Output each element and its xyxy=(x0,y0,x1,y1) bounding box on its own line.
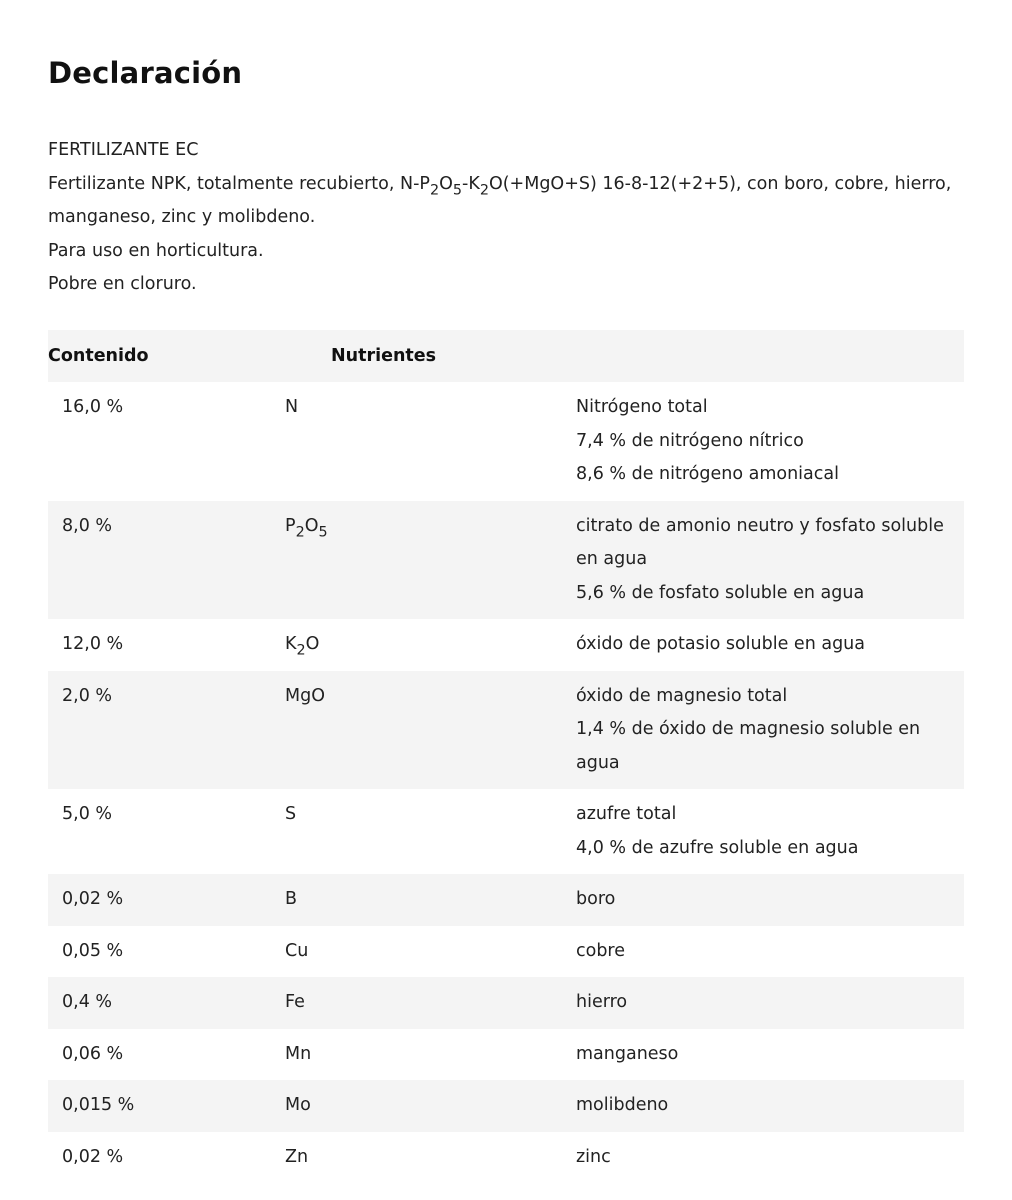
table-row xyxy=(48,671,964,790)
product-type: FERTILIZANTE EC xyxy=(48,140,199,160)
description-line: citrato de amonio neutro y fosfato soluble en agua xyxy=(576,515,944,569)
table-row xyxy=(48,1029,964,1081)
table-body xyxy=(48,382,964,1183)
column-header-nutrients: Nutrientes xyxy=(331,346,437,366)
nutrient-cell: Fe xyxy=(285,992,305,1012)
nutrient-cell: Zn xyxy=(285,1146,309,1167)
description-line: molibdeno xyxy=(576,1095,669,1115)
content-cell: 0,05 % xyxy=(62,940,124,961)
description-text: Fertilizante NPK, totalmente recubierto, N-P xyxy=(48,173,430,194)
content-cell: 16,0 % xyxy=(62,397,124,417)
content-cell: 0,015 % xyxy=(62,1095,135,1115)
description-line: manganeso xyxy=(576,1043,679,1064)
page-title: Declaración xyxy=(48,56,243,90)
description-line: óxido de magnesio total xyxy=(576,685,788,706)
description-line: 4,0 % de azufre soluble en agua xyxy=(576,837,859,858)
subscript: 2 xyxy=(479,181,489,198)
table-row xyxy=(48,926,964,978)
description-line: cobre xyxy=(576,940,626,961)
nutrient-cell: B xyxy=(285,889,298,909)
table-header-row xyxy=(48,330,964,382)
content-cell: 0,06 % xyxy=(62,1043,124,1064)
usage-note: Para uso en horticultura. xyxy=(48,240,264,261)
nutrient-cell: Mn xyxy=(285,1043,312,1064)
description-cell xyxy=(562,382,964,501)
nutrient-cell: S xyxy=(285,804,297,824)
description-line: boro xyxy=(576,889,616,909)
intro-text xyxy=(48,134,964,302)
nutrient-table xyxy=(48,330,964,1183)
description-cell xyxy=(562,1080,964,1132)
description-line: hierro xyxy=(576,992,628,1012)
description-cell xyxy=(562,926,964,978)
nutrient-cell: MgO xyxy=(285,685,325,706)
subscript: 2 xyxy=(429,181,440,198)
description-text: O xyxy=(439,173,453,194)
description-line: zinc xyxy=(576,1146,611,1167)
nutrient-cell: Mo xyxy=(285,1095,311,1115)
table-row xyxy=(48,874,964,926)
table-row xyxy=(48,1080,964,1132)
content-cell: 0,02 % xyxy=(62,1146,124,1167)
nutrient-cell: Cu xyxy=(285,940,309,961)
table-row xyxy=(48,382,964,501)
table-row xyxy=(48,619,964,671)
table-row xyxy=(48,789,964,874)
nutrient-symbol: O xyxy=(304,515,319,536)
description-cell xyxy=(562,501,964,620)
description-text: -K xyxy=(462,173,480,194)
description-line: óxido de potasio soluble en agua xyxy=(576,634,865,654)
nutrient-cell xyxy=(271,501,562,620)
table-row xyxy=(48,1132,964,1184)
description-line: Nitrógeno total xyxy=(576,397,708,417)
description-cell xyxy=(562,874,964,926)
content-cell: 0,02 % xyxy=(62,889,124,909)
table-row xyxy=(48,977,964,1029)
description-cell xyxy=(562,789,964,874)
table-row xyxy=(48,501,964,620)
chloride-note: Pobre en cloruro. xyxy=(48,274,197,294)
content-cell: 2,0 % xyxy=(62,685,113,706)
description-cell xyxy=(562,1132,964,1184)
nutrient-symbol: K xyxy=(285,634,297,654)
nutrient-subscript: 2 xyxy=(296,642,306,659)
product-description xyxy=(48,168,964,235)
content-cell: 0,4 % xyxy=(62,992,113,1012)
description-cell xyxy=(562,671,964,790)
nutrient-symbol: O xyxy=(305,634,320,654)
nutrient-subscript: 2 xyxy=(295,523,305,540)
nutrient-symbol: P xyxy=(285,515,296,536)
column-header-description xyxy=(562,330,964,382)
content-cell: 12,0 % xyxy=(62,634,124,654)
description-line: 5,6 % de fosfato soluble en agua xyxy=(576,582,865,603)
description-cell xyxy=(562,977,964,1029)
subscript: 5 xyxy=(452,181,463,198)
content-cell: 8,0 % xyxy=(62,515,113,536)
description-line: 1,4 % de óxido de magnesio soluble en agua xyxy=(576,719,921,773)
nutrient-cell: N xyxy=(285,397,299,417)
description-cell xyxy=(562,1029,964,1081)
content-cell: 5,0 % xyxy=(62,804,113,824)
description-text: O(+MgO+S) 16-8-12(+2+5), con boro, cobre, hierro, manganeso, zinc y molibdeno. xyxy=(48,173,952,227)
description-line: 7,4 % de nitrógeno nítrico xyxy=(576,430,804,451)
description-line: azufre total xyxy=(576,804,677,824)
description-cell xyxy=(562,619,964,671)
column-header-content: Contenido xyxy=(48,346,149,366)
nutrient-subscript: 5 xyxy=(318,523,328,540)
nutrient-cell xyxy=(271,619,562,671)
description-line: 8,6 % de nitrógeno amoniacal xyxy=(576,464,839,484)
